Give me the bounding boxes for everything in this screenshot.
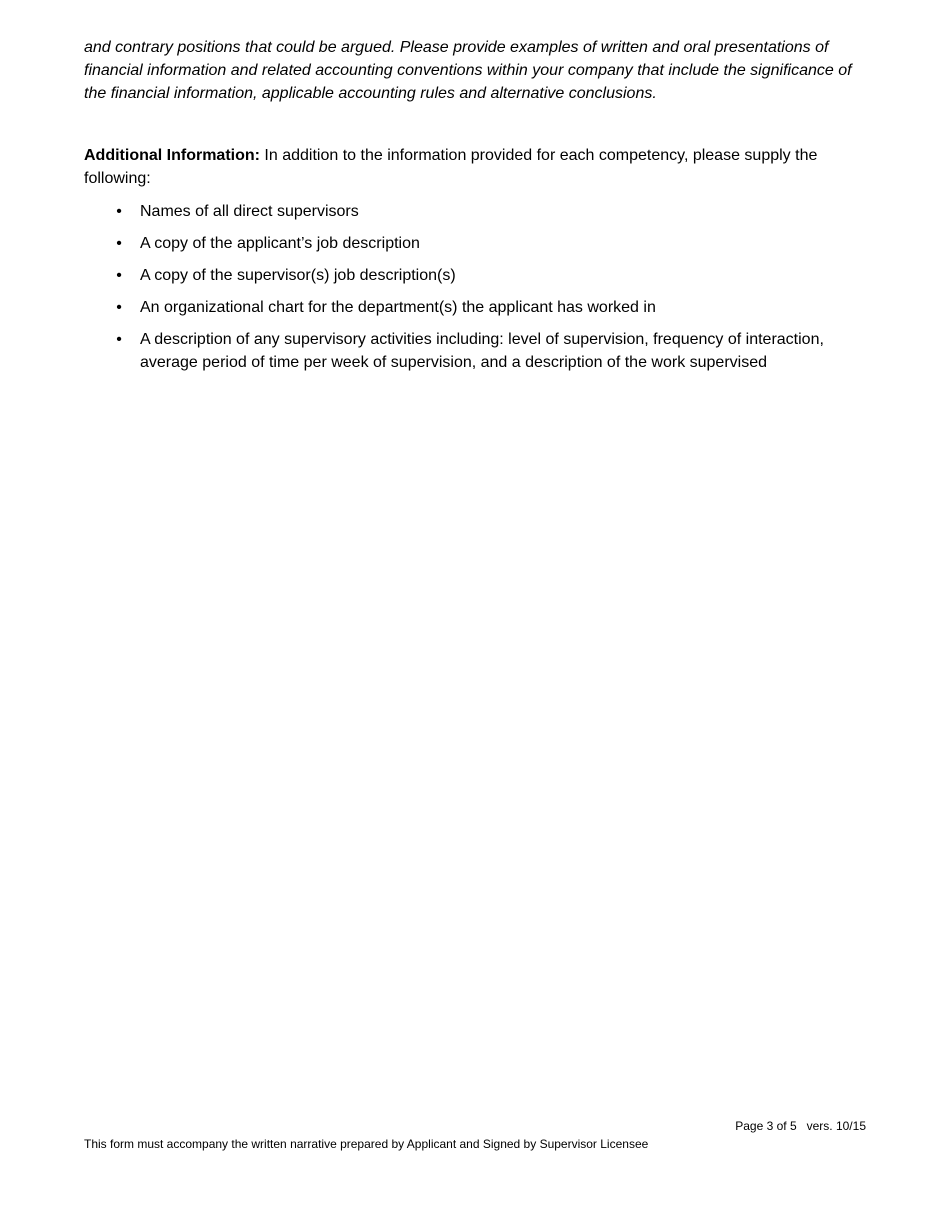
page-number: Page 3 of 5 vers. 10/15 [735, 1119, 866, 1133]
bullet-icon: • [116, 299, 122, 316]
document-page [84, 36, 874, 383]
additional-information-label: Additional Information: [84, 147, 260, 164]
bullet-icon: • [116, 235, 122, 252]
footer-note: This form must accompany the written narrative prepared by Applicant and Signed by Supervisor Licensee [84, 1137, 649, 1151]
list-item-text: A copy of the applicant’s job description [140, 235, 420, 252]
additional-information-list [84, 200, 874, 374]
bullet-icon: • [116, 267, 122, 284]
additional-information-text: In addition to the information provided for each competency, please supply the following: [84, 147, 818, 187]
list-item [116, 264, 874, 287]
list-item [116, 232, 874, 255]
list-item [116, 296, 874, 319]
intro-paragraph: and contrary positions that could be argued. Please provide examples of written and oral presentations of financial information and related accounting conventions within your company that include the significance of the financial information, applicable accounting rules and alternative conclusions. [84, 39, 852, 102]
list-item-text: A copy of the supervisor(s) job description(s) [140, 267, 456, 284]
list-item-text: A description of any supervisory activities including: level of supervision, frequency of interaction, average period of time per week of supervision, and a description of the work supervised [140, 331, 824, 371]
list-item [116, 328, 874, 374]
bullet-icon: • [116, 331, 122, 348]
list-item [116, 200, 874, 223]
additional-information-paragraph [84, 144, 874, 190]
bullet-icon: • [116, 203, 122, 220]
list-item-text: An organizational chart for the department(s) the applicant has worked in [140, 299, 656, 316]
list-item-text: Names of all direct supervisors [140, 203, 359, 220]
